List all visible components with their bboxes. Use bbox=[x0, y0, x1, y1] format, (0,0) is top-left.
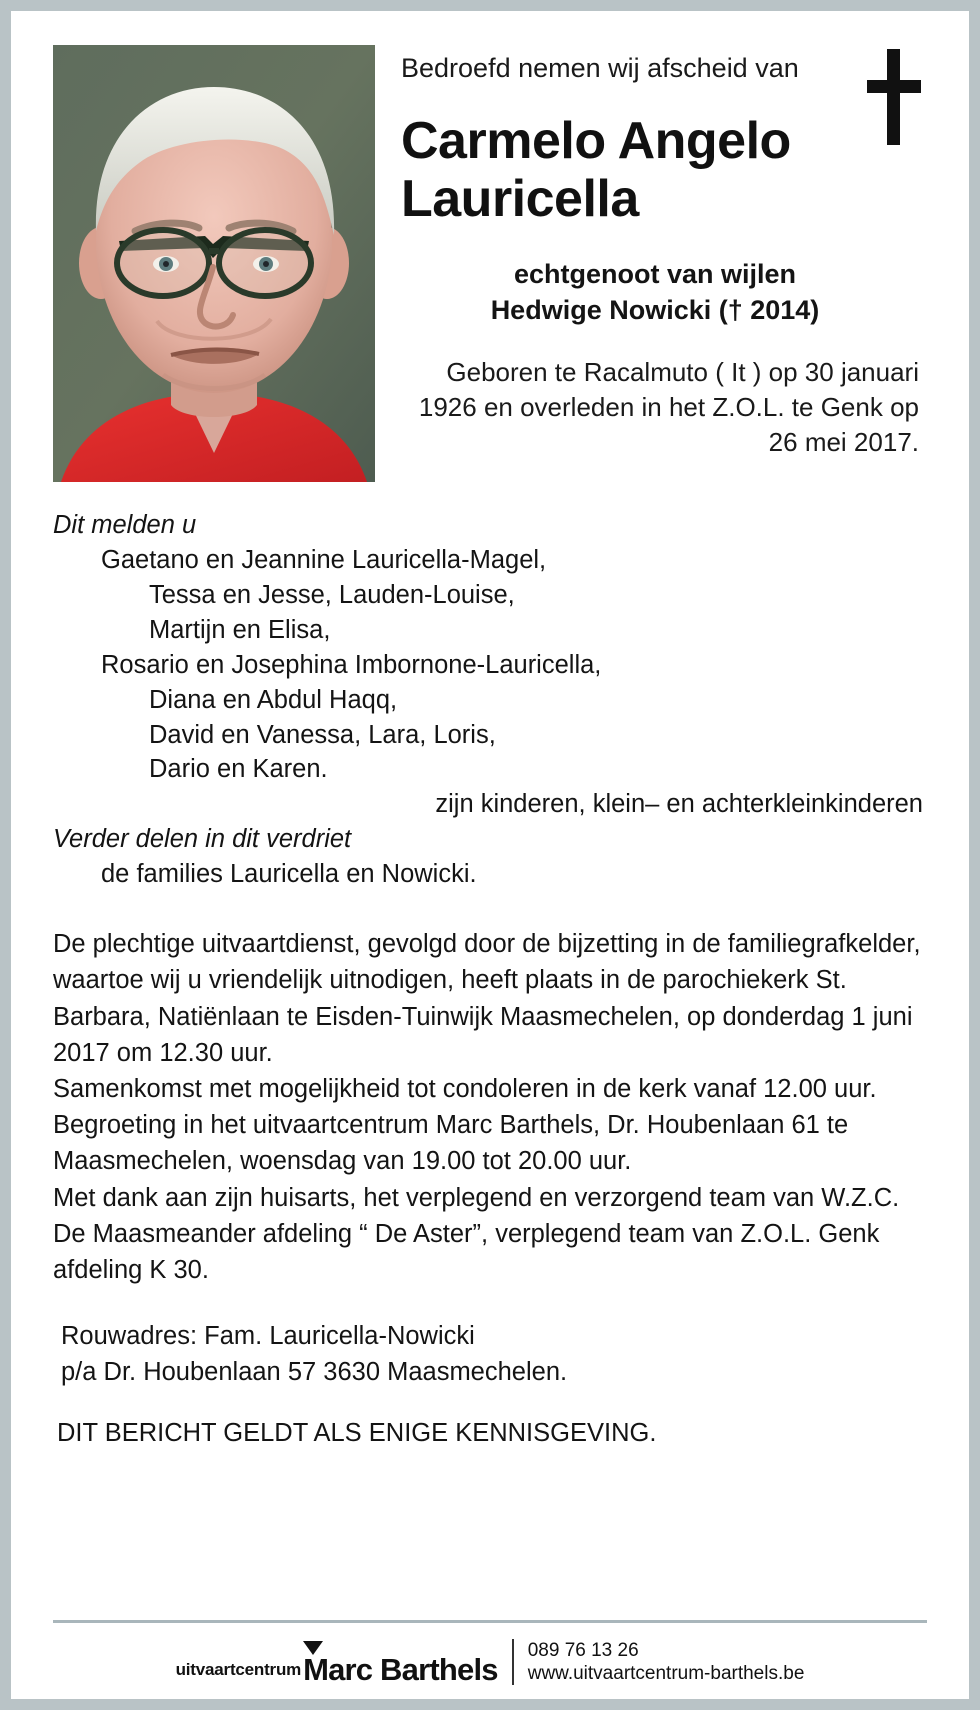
mourning-address-line-1: Rouwadres: Fam. Lauricella-Nowicki bbox=[61, 1322, 475, 1351]
service-paragraph: De plechtige uitvaartdienst, gevolgd door de bijzetting in de familiegrafkelder, waartoe wij u vriendelijk uitnodigen, heeft plaats in de parochiekerk St. Barbara, Natiënlaan te Eisden-Tuinwijk Maasmechelen, op donderdag 1 juni 2017 om 12.30 uur. bbox=[53, 930, 921, 1067]
card-header bbox=[53, 45, 927, 482]
service-paragraph: Met dank aan zijn huisarts, het verplegend en verzorgend team van W.Z.C. De Maasmeander afdeling “ De Aster”, verplegend team van Z.O.L. Genk afdeling K 30. bbox=[53, 1183, 900, 1284]
further-condolences-text: de families Lauricella en Nowicki. bbox=[101, 860, 477, 889]
family-member: Gaetano en Jeannine Lauricella-Magel, bbox=[101, 545, 547, 574]
spouse-name: Hedwige Nowicki († 2014) bbox=[490, 294, 820, 325]
family-member: Martijn en Elisa, bbox=[149, 615, 331, 644]
deceased-name bbox=[401, 112, 927, 230]
family-member: Rosario en Josephina Imbornone-Lauricella, bbox=[101, 650, 602, 679]
spouse-label: echtgenoot van wijlen bbox=[513, 259, 797, 290]
further-condolences-heading: Verder delen in dit verdriet bbox=[53, 825, 352, 854]
website-url[interactable]: www.uitvaartcentrum-barthels.be bbox=[527, 1662, 805, 1684]
family-closing-line: zijn kinderen, klein– en achterkleinkinderen bbox=[435, 790, 923, 819]
deceased-portrait-photo bbox=[53, 45, 375, 482]
latin-cross-icon bbox=[867, 49, 921, 145]
family-member: Diana en Abdul Haqq, bbox=[149, 685, 398, 714]
headline-block bbox=[375, 45, 927, 459]
deceased-name-line-2: Lauricella bbox=[401, 170, 639, 229]
cross-horizontal-bar bbox=[867, 80, 921, 93]
mourning-address-line-2: p/a Dr. Houbenlaan 57 3630 Maasmechelen. bbox=[61, 1358, 568, 1387]
brand-contact bbox=[528, 1639, 805, 1685]
brand-prefix: uitvaartcentrum bbox=[175, 1660, 302, 1679]
family-announcement-block bbox=[53, 508, 927, 892]
intro-text: Bedroefd nemen wij afscheid van bbox=[401, 53, 799, 83]
service-paragraph: Begroeting in het uitvaartcentrum Marc Barthels, Dr. Houbenlaan 61 te Maasmechelen, woensdag van 19.00 tot 20.00 uur. bbox=[53, 1111, 849, 1176]
obituary-card bbox=[11, 11, 969, 1699]
family-member: David en Vanessa, Lara, Loris, bbox=[149, 720, 496, 749]
service-details-block bbox=[53, 926, 927, 1288]
brand-divider bbox=[512, 1639, 514, 1685]
deceased-name-line-1: Carmelo Angelo bbox=[401, 111, 791, 170]
triangle-icon bbox=[303, 1641, 323, 1655]
brand-name bbox=[301, 1654, 498, 1685]
funeral-home-branding bbox=[53, 1639, 927, 1685]
family-heading: Dit melden u bbox=[53, 511, 197, 539]
cross-vertical-bar bbox=[887, 49, 900, 145]
spouse-block bbox=[401, 257, 927, 329]
footer bbox=[11, 1620, 969, 1699]
service-paragraph: Samenkomst met mogelijkheid tot condoleren in de kerk vanaf 12.00 uur. bbox=[53, 1074, 877, 1103]
brand-name-text: Marc Barthels bbox=[303, 1652, 498, 1687]
brand-lockup bbox=[176, 1654, 498, 1685]
mourning-address-block bbox=[53, 1318, 927, 1390]
phone-number[interactable]: 089 76 13 26 bbox=[527, 1639, 639, 1661]
sole-notification-text: DIT BERICHT GELDT ALS ENIGE KENNISGEVING. bbox=[57, 1418, 657, 1447]
birth-death-details: Geboren te Racalmuto ( It ) op 30 januari 1926 en overleden in het Z.O.L. te Genk op 26 mei 2017. bbox=[418, 356, 919, 457]
footer-divider bbox=[53, 1620, 927, 1623]
family-member: Dario en Karen. bbox=[149, 755, 328, 784]
family-member: Tessa en Jesse, Lauden-Louise, bbox=[149, 580, 515, 609]
